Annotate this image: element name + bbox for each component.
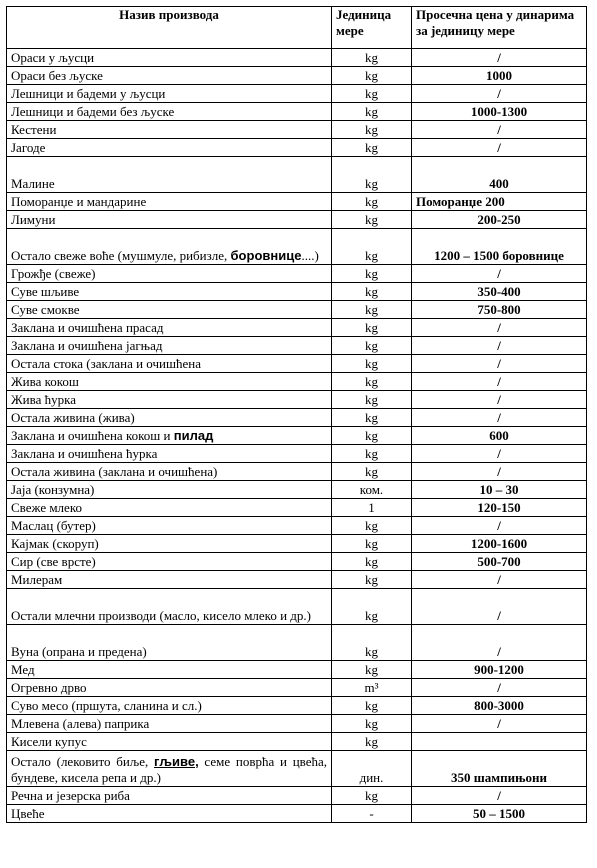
product-name: Суве смокве	[7, 301, 332, 319]
unit-cell: kg	[332, 733, 412, 751]
product-name: Остала стока (заклана и очишћена	[7, 355, 332, 373]
unit-cell: 1	[332, 499, 412, 517]
product-name-part: Заклана и очишћена кокош и	[11, 428, 174, 443]
price-cell: 800-3000	[412, 697, 587, 715]
table-row	[7, 625, 587, 661]
product-name: Јагоде	[7, 139, 332, 157]
product-name: Заклана и очишћена прасад	[7, 319, 332, 337]
table-row	[7, 301, 587, 319]
unit-cell: kg	[332, 571, 412, 589]
price-cell: /	[412, 319, 587, 337]
header-unit: Јединица мере	[332, 7, 412, 49]
price-cell	[412, 733, 587, 751]
price-cell: /	[412, 445, 587, 463]
table-row	[7, 571, 587, 589]
product-name: Милерам	[7, 571, 332, 589]
table-row	[7, 661, 587, 679]
price-cell: 10 – 30	[412, 481, 587, 499]
header-price: Просечна цена у динарима за јединицу мере	[412, 7, 587, 49]
unit-cell: kg	[332, 337, 412, 355]
table-row	[7, 463, 587, 481]
price-cell: /	[412, 409, 587, 427]
product-name-part: семе поврћа и цвећа, бундеве, кисела репа и др.)	[11, 754, 328, 785]
table-row	[7, 139, 587, 157]
product-name: Ораси без љуске	[7, 67, 332, 85]
price-cell: /	[412, 49, 587, 67]
unit-cell: ком.	[332, 481, 412, 499]
table-row	[7, 283, 587, 301]
unit-cell: kg	[332, 85, 412, 103]
unit-cell: kg	[332, 463, 412, 481]
table-row	[7, 211, 587, 229]
product-name: Кајмак (скоруп)	[7, 535, 332, 553]
unit-cell: kg	[332, 697, 412, 715]
table-row	[7, 517, 587, 535]
price-cell: 1200-1600	[412, 535, 587, 553]
table-row	[7, 103, 587, 121]
price-cell: /	[412, 625, 587, 661]
product-name	[7, 229, 332, 265]
price-cell: Поморанџе 200	[412, 193, 587, 211]
price-cell: /	[412, 787, 587, 805]
table-row	[7, 337, 587, 355]
table-row	[7, 733, 587, 751]
unit-cell: kg	[332, 625, 412, 661]
unit-cell: kg	[332, 661, 412, 679]
price-cell: /	[412, 139, 587, 157]
table-row	[7, 499, 587, 517]
product-name-bold-part: пилад	[173, 428, 214, 443]
price-cell: 1000	[412, 67, 587, 85]
price-cell: /	[412, 355, 587, 373]
table-row	[7, 391, 587, 409]
product-name: Кисели купус	[7, 733, 332, 751]
product-name: Лешници и бадеми без љуске	[7, 103, 332, 121]
price-cell: 600	[412, 427, 587, 445]
unit-cell: kg	[332, 715, 412, 733]
product-name: Лимуни	[7, 211, 332, 229]
price-cell: 400	[412, 157, 587, 193]
product-name: Маслац (бутер)	[7, 517, 332, 535]
price-cell: /	[412, 337, 587, 355]
product-name: Остали млечни производи (масло, кисело млеко и др.)	[7, 589, 332, 625]
product-name: Млевена (алева) паприка	[7, 715, 332, 733]
unit-cell: kg	[332, 319, 412, 337]
table-row	[7, 157, 587, 193]
table-row	[7, 589, 587, 625]
product-name-part: Остало свеже воће (мушмуле, рибизле,	[11, 248, 228, 263]
product-name: Суво месо (пршута, сланина и сл.)	[7, 697, 332, 715]
unit-cell: kg	[332, 355, 412, 373]
price-cell: /	[412, 391, 587, 409]
unit-cell: kg	[332, 229, 412, 265]
price-cell: 500-700	[412, 553, 587, 571]
price-cell: /	[412, 373, 587, 391]
table-row	[7, 805, 587, 823]
product-name: Јаја (конзумна)	[7, 481, 332, 499]
price-cell: /	[412, 571, 587, 589]
unit-cell: kg	[332, 49, 412, 67]
unit-cell: kg	[332, 787, 412, 805]
unit-cell: kg	[332, 67, 412, 85]
unit-cell: kg	[332, 121, 412, 139]
table-row	[7, 355, 587, 373]
table-row	[7, 319, 587, 337]
price-cell: /	[412, 463, 587, 481]
product-name: Огревно дрво	[7, 679, 332, 697]
price-cell: /	[412, 85, 587, 103]
price-cell: /	[412, 679, 587, 697]
table-row	[7, 679, 587, 697]
product-name: Малине	[7, 157, 332, 193]
product-name: Остала живина (жива)	[7, 409, 332, 427]
table-row	[7, 85, 587, 103]
unit-cell: kg	[332, 553, 412, 571]
table-row	[7, 697, 587, 715]
product-name: Речна и језерска риба	[7, 787, 332, 805]
unit-cell: -	[332, 805, 412, 823]
price-cell: 50 – 1500	[412, 805, 587, 823]
table-row	[7, 409, 587, 427]
product-name-bold-part: гљиве,	[154, 754, 199, 769]
unit-cell: kg	[332, 427, 412, 445]
product-name: Сир (све врсте)	[7, 553, 332, 571]
price-cell: /	[412, 517, 587, 535]
product-name: Поморанџе и мандарине	[7, 193, 332, 211]
product-name: Мед	[7, 661, 332, 679]
unit-cell: kg	[332, 301, 412, 319]
unit-cell: kg	[332, 535, 412, 553]
price-cell: 900-1200	[412, 661, 587, 679]
unit-cell: kg	[332, 157, 412, 193]
price-cell: 750-800	[412, 301, 587, 319]
table-row	[7, 121, 587, 139]
unit-cell: kg	[332, 517, 412, 535]
product-name: Заклана и очишћена јагњад	[7, 337, 332, 355]
table-row	[7, 67, 587, 85]
table-header-row	[7, 7, 587, 49]
table-row	[7, 715, 587, 733]
table-row	[7, 751, 587, 787]
price-cell: 200-250	[412, 211, 587, 229]
product-name: Грожђе (свеже)	[7, 265, 332, 283]
header-product: Назив производа	[7, 7, 332, 49]
unit-cell: kg	[332, 283, 412, 301]
table-row	[7, 265, 587, 283]
product-name: Ораси у љусци	[7, 49, 332, 67]
product-name: Вуна (опрана и предена)	[7, 625, 332, 661]
unit-cell: kg	[332, 445, 412, 463]
product-name: Свеже млеко	[7, 499, 332, 517]
unit-cell: kg	[332, 139, 412, 157]
product-name: Суве шљиве	[7, 283, 332, 301]
table-row	[7, 535, 587, 553]
product-name	[7, 751, 332, 787]
unit-cell: kg	[332, 589, 412, 625]
product-name: Лешници и бадеми у љусци	[7, 85, 332, 103]
product-name: Кестени	[7, 121, 332, 139]
price-cell: /	[412, 715, 587, 733]
table-row	[7, 373, 587, 391]
table-row	[7, 553, 587, 571]
price-cell: 350-400	[412, 283, 587, 301]
unit-cell: kg	[332, 211, 412, 229]
product-name: Жива ћурка	[7, 391, 332, 409]
table-row	[7, 427, 587, 445]
price-cell: 350 шампињони	[412, 751, 587, 787]
price-table	[6, 6, 587, 823]
product-name-part: Остало (лековито биље,	[11, 754, 155, 769]
unit-cell: kg	[332, 391, 412, 409]
unit-cell: m³	[332, 679, 412, 697]
table-row	[7, 193, 587, 211]
table-row	[7, 229, 587, 265]
unit-cell: kg	[332, 373, 412, 391]
table-row	[7, 49, 587, 67]
product-name: Заклана и очишћена ћурка	[7, 445, 332, 463]
product-name-part: ....)	[301, 248, 319, 263]
price-cell: /	[412, 265, 587, 283]
product-name-bold-part: боровнице	[230, 248, 302, 263]
table-row	[7, 787, 587, 805]
product-name	[7, 427, 332, 445]
product-name: Жива кокош	[7, 373, 332, 391]
unit-cell: kg	[332, 193, 412, 211]
unit-cell: дин.	[332, 751, 412, 787]
unit-cell: kg	[332, 265, 412, 283]
price-cell: /	[412, 589, 587, 625]
unit-cell: kg	[332, 409, 412, 427]
table-row	[7, 445, 587, 463]
price-cell: 120-150	[412, 499, 587, 517]
unit-cell: kg	[332, 103, 412, 121]
product-name: Остала живина (заклана и очишћена)	[7, 463, 332, 481]
price-cell: /	[412, 121, 587, 139]
price-cell: 1200 – 1500 боровнице	[412, 229, 587, 265]
product-name: Цвеће	[7, 805, 332, 823]
price-cell: 1000-1300	[412, 103, 587, 121]
table-row	[7, 481, 587, 499]
